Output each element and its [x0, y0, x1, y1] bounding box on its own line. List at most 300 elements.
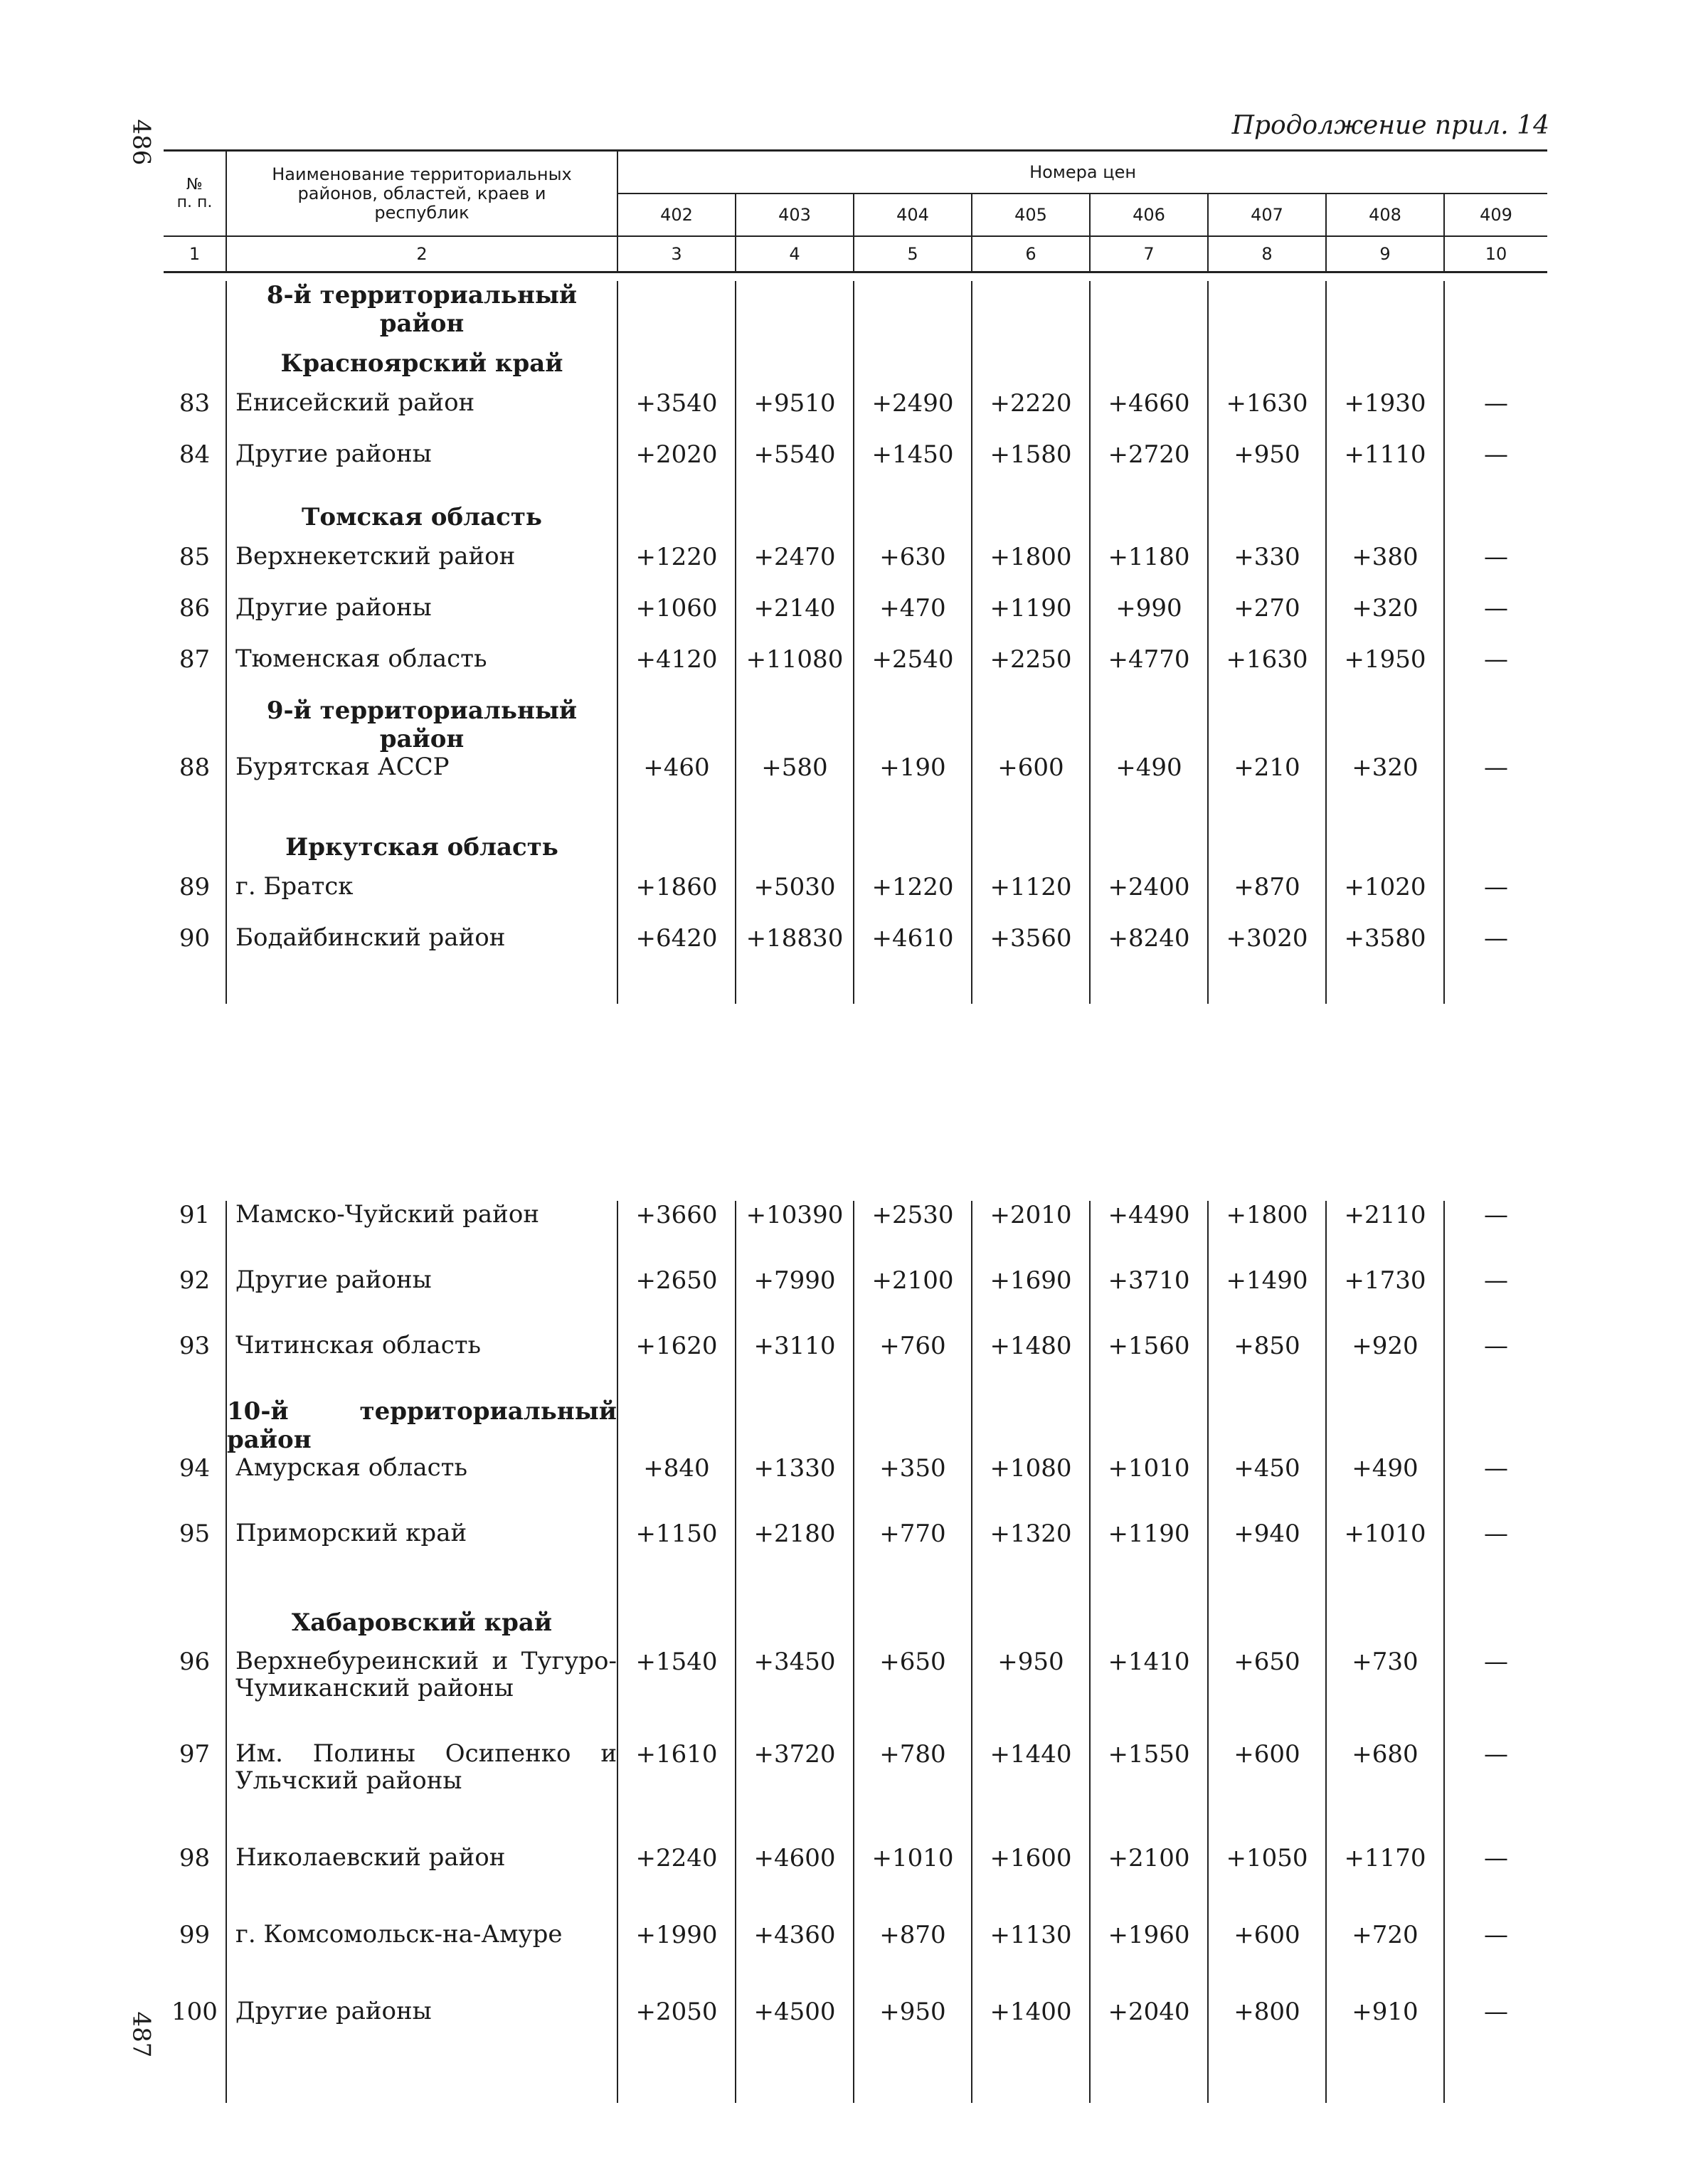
price-value-cell: +950: [854, 1998, 972, 2074]
empty-value-cell: [1326, 338, 1444, 389]
price-value-cell: +990: [1090, 594, 1208, 645]
row-number: 99: [179, 1921, 211, 1949]
price-value-cell: —: [1444, 924, 1547, 975]
spacer-cell: [1208, 975, 1326, 1004]
row-number: 98: [179, 1844, 211, 1872]
empty-value-cell: [617, 281, 736, 338]
spacer-cell: [736, 975, 854, 1004]
spacer-cell: [617, 2074, 736, 2103]
header-column-index: 6: [972, 236, 1090, 272]
row-number: 83: [179, 389, 211, 418]
price-value-cell: +2050: [617, 1998, 736, 2074]
price-value-cell: —: [1444, 594, 1547, 645]
price-value-cell: +2250: [972, 645, 1090, 696]
price-value-cell: +2240: [617, 1844, 736, 1921]
empty-value-cell: [617, 492, 736, 543]
empty-value-cell: [1326, 696, 1444, 753]
price-value-cell: +270: [1208, 594, 1326, 645]
page-number-top: 486: [127, 119, 156, 166]
header-price-code: 405: [972, 194, 1090, 236]
price-value-cell: +910: [1326, 1998, 1444, 2074]
section-row: [164, 822, 1547, 873]
price-value-cell: —: [1444, 1921, 1547, 1998]
empty-value-cell: [1444, 1397, 1547, 1454]
section-heading: 8-й территориальный район: [226, 281, 617, 338]
price-value-cell: +1220: [854, 873, 972, 924]
price-value-cell: +330: [1208, 543, 1326, 594]
table-row: [164, 1740, 1547, 1844]
price-value-cell: +1860: [617, 873, 736, 924]
header-price-code: 404: [854, 194, 972, 236]
empty-value-cell: [1326, 492, 1444, 543]
empty-value-cell: [972, 696, 1090, 753]
price-value-cell: +2140: [736, 594, 854, 645]
price-value-cell: +2020: [617, 440, 736, 492]
region-name: г. Комсомольск-на-Амуре: [226, 1921, 617, 1998]
price-value-cell: +3020: [1208, 924, 1326, 975]
price-value-cell: +1690: [972, 1266, 1090, 1332]
price-value-cell: —: [1444, 1266, 1547, 1332]
spacer-cell: [617, 975, 736, 1004]
price-value-cell: +780: [854, 1740, 972, 1844]
table-row: [164, 1998, 1547, 2074]
table-row: [164, 645, 1547, 696]
region-name: Другие районы: [226, 1266, 617, 1332]
price-value-cell: +870: [854, 1921, 972, 1998]
spacer-cell: [1326, 2074, 1444, 2103]
header-column-index: 2: [226, 236, 617, 272]
header-column-index: 8: [1208, 236, 1326, 272]
price-value-cell: +2010: [972, 1201, 1090, 1266]
table-row: [164, 543, 1547, 594]
price-value-cell: +650: [854, 1648, 972, 1740]
section-row: [164, 1397, 1547, 1454]
price-value-cell: +760: [854, 1332, 972, 1397]
price-value-cell: +2100: [1090, 1844, 1208, 1921]
empty-value-cell: [1208, 1598, 1326, 1648]
price-value-cell: +9510: [736, 389, 854, 440]
price-value-cell: +2100: [854, 1266, 972, 1332]
header-price-code: 409: [1444, 194, 1547, 236]
empty-value-cell: [854, 696, 972, 753]
region-name: Енисейский район: [226, 389, 617, 440]
table-row: [164, 1844, 1547, 1921]
price-value-cell: +1180: [1090, 543, 1208, 594]
price-value-cell: +720: [1326, 1921, 1444, 1998]
region-name: Амурская область: [226, 1454, 617, 1520]
empty-value-cell: [1208, 696, 1326, 753]
empty-value-cell: [972, 822, 1090, 873]
section-heading: Томская область: [226, 492, 617, 543]
table-row: [164, 594, 1547, 645]
header-col-name-text: Наименование территориальных районов, областей, краев и республик: [272, 164, 572, 223]
price-value-cell: +3580: [1326, 924, 1444, 975]
empty-value-cell: [736, 281, 854, 338]
price-value-cell: +800: [1208, 1998, 1326, 2074]
empty-value-cell: [1444, 696, 1547, 753]
region-name: Бодайбинский район: [226, 924, 617, 975]
row-number: 93: [179, 1332, 211, 1360]
empty-value-cell: [1090, 822, 1208, 873]
section-no-cell: [164, 338, 226, 389]
price-value-cell: —: [1444, 1332, 1547, 1397]
section-heading: 9-й территориальный район: [226, 696, 617, 753]
price-value-cell: —: [1444, 1201, 1547, 1266]
header-col-no: [164, 151, 226, 237]
region-name: Тюменская область: [226, 645, 617, 696]
empty-value-cell: [972, 338, 1090, 389]
price-value-cell: +2540: [854, 645, 972, 696]
row-number: 100: [171, 1998, 218, 2026]
spacer-cell: [1090, 975, 1208, 1004]
table-row: [164, 1520, 1547, 1598]
price-value-cell: +350: [854, 1454, 972, 1520]
empty-value-cell: [1208, 822, 1326, 873]
price-value-cell: +2180: [736, 1520, 854, 1598]
section-row: [164, 1598, 1547, 1648]
table-row: [164, 873, 1547, 924]
price-value-cell: +1170: [1326, 1844, 1444, 1921]
price-value-cell: +4610: [854, 924, 972, 975]
spacer-cell: [854, 2074, 972, 2103]
header-column-index: 5: [854, 236, 972, 272]
empty-value-cell: [1326, 1397, 1444, 1454]
empty-value-cell: [617, 696, 736, 753]
price-value-cell: +4600: [736, 1844, 854, 1921]
row-number: 90: [179, 924, 211, 953]
price-value-cell: +1730: [1326, 1266, 1444, 1332]
price-value-cell: +3660: [617, 1201, 736, 1266]
price-value-cell: +850: [1208, 1332, 1326, 1397]
empty-value-cell: [1090, 338, 1208, 389]
price-value-cell: —: [1444, 1454, 1547, 1520]
empty-value-cell: [1444, 492, 1547, 543]
price-value-cell: +3540: [617, 389, 736, 440]
price-value-cell: +1400: [972, 1998, 1090, 2074]
spacer-cell: [1208, 2074, 1326, 2103]
row-number: 88: [179, 753, 211, 782]
price-value-cell: +2110: [1326, 1201, 1444, 1266]
price-value-cell: +1130: [972, 1921, 1090, 1998]
price-value-cell: +2220: [972, 389, 1090, 440]
row-number: 84: [179, 440, 211, 469]
region-name: Николаевский район: [226, 1844, 617, 1921]
price-value-cell: +4490: [1090, 1201, 1208, 1266]
empty-value-cell: [1090, 696, 1208, 753]
price-value-cell: +4360: [736, 1921, 854, 1998]
price-value-cell: +1490: [1208, 1266, 1326, 1332]
region-name: Бурятская АССР: [226, 753, 617, 822]
price-value-cell: +1950: [1326, 645, 1444, 696]
price-value-cell: +3560: [972, 924, 1090, 975]
price-value-cell: +4500: [736, 1998, 854, 2074]
row-number: 92: [179, 1266, 211, 1295]
price-value-cell: —: [1444, 440, 1547, 492]
price-value-cell: +940: [1208, 1520, 1326, 1598]
price-value-cell: +600: [1208, 1740, 1326, 1844]
header-price-code: 407: [1208, 194, 1326, 236]
price-value-cell: +1610: [617, 1740, 736, 1844]
section-row: [164, 696, 1547, 753]
price-value-cell: +1960: [1090, 1921, 1208, 1998]
price-value-cell: +4120: [617, 645, 736, 696]
empty-value-cell: [1444, 281, 1547, 338]
section-heading: 10-й территориальный район: [227, 1397, 617, 1454]
header-price-code: 402: [617, 194, 736, 236]
price-value-cell: +1150: [617, 1520, 736, 1598]
price-value-cell: +730: [1326, 1648, 1444, 1740]
row-number: 96: [179, 1648, 211, 1676]
empty-value-cell: [1208, 1397, 1326, 1454]
region-name: Другие районы: [226, 440, 617, 492]
header-price-code: 408: [1326, 194, 1444, 236]
section-no-cell: [164, 1397, 226, 1454]
price-value-cell: +920: [1326, 1332, 1444, 1397]
empty-value-cell: [972, 492, 1090, 543]
price-value-cell: +450: [1208, 1454, 1326, 1520]
section-no-cell: [164, 281, 226, 338]
data-table-block-2: [164, 1201, 1547, 2103]
price-value-cell: +1630: [1208, 645, 1326, 696]
row-number: 97: [179, 1740, 211, 1769]
row-number: 94: [179, 1454, 211, 1483]
price-value-cell: +600: [972, 753, 1090, 822]
price-value-cell: +870: [1208, 873, 1326, 924]
empty-value-cell: [1090, 1397, 1208, 1454]
price-value-cell: +1450: [854, 440, 972, 492]
price-value-cell: +18830: [736, 924, 854, 975]
price-value-cell: +1800: [972, 543, 1090, 594]
price-value-cell: —: [1444, 1844, 1547, 1921]
price-value-cell: +2040: [1090, 1998, 1208, 2074]
price-value-cell: +630: [854, 543, 972, 594]
header-price-group: Номера цен: [617, 151, 1547, 194]
section-heading: Красноярский край: [226, 338, 617, 389]
region-name: Верхнебуреинский и Тугуро-Чумиканский районы: [226, 1648, 617, 1740]
table-row: [164, 1454, 1547, 1520]
header-col-no-text: № п. п.: [176, 176, 213, 211]
price-value-cell: +1990: [617, 1921, 736, 1998]
header-column-index: 9: [1326, 236, 1444, 272]
empty-value-cell: [854, 492, 972, 543]
section-heading: Иркутская область: [226, 822, 617, 873]
price-value-cell: —: [1444, 1520, 1547, 1598]
empty-value-cell: [736, 338, 854, 389]
price-value-cell: +460: [617, 753, 736, 822]
spacer-cell: [164, 2074, 226, 2103]
row-number: 91: [179, 1201, 211, 1229]
price-value-cell: +320: [1326, 594, 1444, 645]
price-value-cell: +1600: [972, 1844, 1090, 1921]
empty-value-cell: [617, 1397, 736, 1454]
empty-value-cell: [1090, 492, 1208, 543]
empty-value-cell: [736, 1598, 854, 1648]
price-value-cell: —: [1444, 645, 1547, 696]
empty-value-cell: [1090, 281, 1208, 338]
empty-value-cell: [1444, 338, 1547, 389]
section-row: [164, 281, 1547, 338]
price-value-cell: +680: [1326, 1740, 1444, 1844]
spacer-cell: [972, 2074, 1090, 2103]
price-value-cell: +950: [972, 1648, 1090, 1740]
price-value-cell: +1010: [854, 1844, 972, 1921]
region-name: Другие районы: [226, 1998, 617, 2074]
price-value-cell: +11080: [736, 645, 854, 696]
empty-value-cell: [736, 822, 854, 873]
price-value-cell: +1220: [617, 543, 736, 594]
price-value-cell: —: [1444, 1740, 1547, 1844]
empty-value-cell: [736, 696, 854, 753]
empty-value-cell: [854, 338, 972, 389]
header-price-code: 403: [736, 194, 854, 236]
price-value-cell: +2470: [736, 543, 854, 594]
price-value-cell: +1050: [1208, 1844, 1326, 1921]
section-no-cell: [164, 696, 226, 753]
price-value-cell: +1410: [1090, 1648, 1208, 1740]
region-name: Приморский край: [226, 1520, 617, 1598]
price-value-cell: +2530: [854, 1201, 972, 1266]
region-name: Верхнекетский район: [226, 543, 617, 594]
price-value-cell: +490: [1326, 1454, 1444, 1520]
header-col-name: [226, 151, 617, 237]
price-value-cell: +490: [1090, 753, 1208, 822]
price-value-cell: +1580: [972, 440, 1090, 492]
empty-value-cell: [1444, 1598, 1547, 1648]
region-name: Им. Полины Осипенко и Ульчский районы: [226, 1740, 617, 1844]
price-value-cell: +1190: [1090, 1520, 1208, 1598]
section-row: [164, 338, 1547, 389]
empty-value-cell: [1326, 1598, 1444, 1648]
price-value-cell: +470: [854, 594, 972, 645]
empty-value-cell: [617, 1598, 736, 1648]
spacer-cell: [226, 975, 617, 1004]
price-value-cell: +5030: [736, 873, 854, 924]
price-value-cell: +3450: [736, 1648, 854, 1740]
price-value-cell: +1020: [1326, 873, 1444, 924]
spacer-cell: [736, 2074, 854, 2103]
price-value-cell: +1550: [1090, 1740, 1208, 1844]
header-column-index: 7: [1090, 236, 1208, 272]
empty-value-cell: [1208, 492, 1326, 543]
row-number: 89: [179, 873, 211, 901]
price-value-cell: —: [1444, 543, 1547, 594]
header-column-index: 3: [617, 236, 736, 272]
table-row: [164, 1266, 1547, 1332]
price-value-cell: —: [1444, 389, 1547, 440]
price-value-cell: +6420: [617, 924, 736, 975]
header-column-index: 10: [1444, 236, 1547, 272]
price-value-cell: +1190: [972, 594, 1090, 645]
table-header: [164, 149, 1547, 273]
table-row: [164, 924, 1547, 975]
price-value-cell: +1010: [1090, 1454, 1208, 1520]
empty-value-cell: [1326, 822, 1444, 873]
empty-value-cell: [972, 1598, 1090, 1648]
empty-value-cell: [972, 281, 1090, 338]
price-value-cell: +1800: [1208, 1201, 1326, 1266]
price-value-cell: +770: [854, 1520, 972, 1598]
price-value-cell: +1440: [972, 1740, 1090, 1844]
empty-value-cell: [854, 1397, 972, 1454]
section-no-cell: [164, 822, 226, 873]
price-value-cell: +1110: [1326, 440, 1444, 492]
spacer-cell: [1444, 975, 1547, 1004]
price-value-cell: +380: [1326, 543, 1444, 594]
row-number: 95: [179, 1520, 211, 1548]
row-number: 86: [179, 594, 211, 622]
empty-value-cell: [1208, 338, 1326, 389]
price-value-cell: +2400: [1090, 873, 1208, 924]
price-value-cell: —: [1444, 1998, 1547, 2074]
price-value-cell: +1480: [972, 1332, 1090, 1397]
continuation-caption: Продолжение прил. 14: [1231, 111, 1549, 140]
price-value-cell: +1330: [736, 1454, 854, 1520]
region-name: Другие районы: [226, 594, 617, 645]
empty-value-cell: [1090, 1598, 1208, 1648]
page-number-bottom: 487: [127, 2011, 156, 2058]
price-value-cell: +840: [617, 1454, 736, 1520]
empty-value-cell: [736, 492, 854, 543]
table-row: [164, 1332, 1547, 1397]
empty-value-cell: [854, 822, 972, 873]
empty-value-cell: [617, 338, 736, 389]
price-value-cell: +1630: [1208, 389, 1326, 440]
spacer-cell: [854, 975, 972, 1004]
price-value-cell: +1080: [972, 1454, 1090, 1520]
spacer-cell: [164, 975, 226, 1004]
price-value-cell: +4660: [1090, 389, 1208, 440]
price-value-cell: +1620: [617, 1332, 736, 1397]
price-value-cell: +8240: [1090, 924, 1208, 975]
spacer-cell: [1444, 2074, 1547, 2103]
price-value-cell: +4770: [1090, 645, 1208, 696]
price-value-cell: +650: [1208, 1648, 1326, 1740]
price-value-cell: +7990: [736, 1266, 854, 1332]
table-row: [164, 440, 1547, 492]
price-value-cell: +600: [1208, 1921, 1326, 1998]
table-row: [164, 753, 1547, 822]
price-value-cell: +190: [854, 753, 972, 822]
empty-value-cell: [1208, 281, 1326, 338]
price-value-cell: +2720: [1090, 440, 1208, 492]
row-number: 87: [179, 645, 211, 674]
spacer-cell: [1326, 975, 1444, 1004]
price-value-cell: +5540: [736, 440, 854, 492]
price-value-cell: +3710: [1090, 1266, 1208, 1332]
price-value-cell: +580: [736, 753, 854, 822]
empty-value-cell: [1444, 822, 1547, 873]
empty-value-cell: [1326, 281, 1444, 338]
header-price-code: 406: [1090, 194, 1208, 236]
price-value-cell: +1120: [972, 873, 1090, 924]
price-value-cell: +2490: [854, 389, 972, 440]
table-row: [164, 1201, 1547, 1266]
region-name: Читинская область: [226, 1332, 617, 1397]
empty-value-cell: [972, 1397, 1090, 1454]
price-value-cell: —: [1444, 753, 1547, 822]
empty-value-cell: [617, 822, 736, 873]
price-value-cell: +1010: [1326, 1520, 1444, 1598]
price-value-cell: +2650: [617, 1266, 736, 1332]
empty-value-cell: [854, 1598, 972, 1648]
price-value-cell: +210: [1208, 753, 1326, 822]
price-value-cell: +1540: [617, 1648, 736, 1740]
section-heading: Хабаровский край: [226, 1598, 617, 1648]
price-value-cell: +3110: [736, 1332, 854, 1397]
empty-value-cell: [854, 281, 972, 338]
price-value-cell: +1320: [972, 1520, 1090, 1598]
price-value-cell: +1560: [1090, 1332, 1208, 1397]
